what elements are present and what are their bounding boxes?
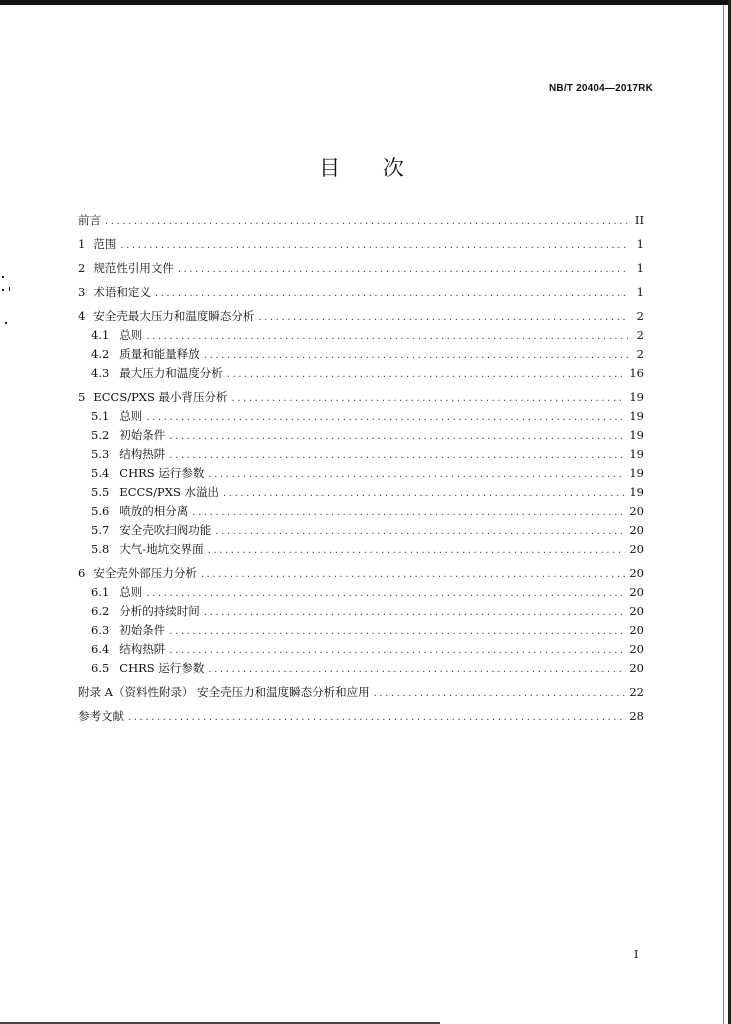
toc-leader-dots [146,412,625,423]
toc-entry-page: 28 [629,709,644,723]
toc-entry-title: 总则 [119,409,143,423]
toc-entry-title: CHRS 运行参数 [119,466,205,480]
toc-entry-page: 2 [636,309,644,323]
toc-leader-dots [208,664,625,675]
scan-speck [2,276,4,278]
toc-entry-page: 1 [636,285,644,299]
toc-leader-dots [208,469,625,480]
toc-entry-number: 3 [78,285,86,299]
toc-entry[interactable] [78,522,644,541]
toc-entry[interactable] [78,660,644,679]
page-title: 目 次 [319,156,422,180]
page-number: I [634,948,639,961]
toc-entry-title: 安全壳外部压力分析 [93,566,197,580]
toc-entry-number: 5.8 [91,542,110,556]
toc-entry-number: 5.3 [91,447,110,461]
toc-entry-title: ECCS/PXS 水溢出 [119,485,220,499]
toc-entry[interactable] [78,484,644,503]
toc-entry[interactable] [78,641,644,660]
toc-leader-dots [155,288,628,299]
toc-leader-dots [178,264,628,275]
toc-entry[interactable] [78,708,644,727]
toc-leader-dots [258,312,628,323]
toc-entry-title: 总则 [119,328,143,342]
toc-leader-dots [223,488,625,499]
scan-speck [2,289,4,291]
toc-entry[interactable] [78,622,644,641]
toc-leader-dots [208,545,626,556]
toc-entry-page: 19 [629,428,644,442]
toc-entry-page: 20 [629,504,644,518]
toc-leader-dots [169,431,625,442]
toc-entry[interactable] [78,565,644,584]
toc-leader-dots [227,369,626,380]
toc-leader-dots [146,588,625,599]
toc-entry-page: 20 [629,542,644,556]
toc-leader-dots [169,626,625,637]
toc-leader-dots [204,350,628,361]
toc-entry-title: 总则 [119,585,143,599]
toc-entry-number: 6 [78,566,86,580]
toc-leader-dots [215,526,625,537]
toc-entry-title: 结构热阱 [119,642,166,656]
toc-entry[interactable] [78,503,644,522]
toc-entry-page: 20 [629,585,644,599]
toc-entry-page: II [634,213,644,227]
toc-entry[interactable] [78,584,644,603]
toc-entry-number: 5.2 [91,428,110,442]
toc-entry[interactable] [78,389,644,408]
document-code: NB/T 20404—2017RK [548,83,653,94]
toc-entry-page: 22 [629,685,644,699]
toc-entry-number: 5.5 [91,485,110,499]
toc-leader-dots [169,645,625,656]
toc-entry-number: 6.5 [91,661,110,675]
toc-entry-number: 2 [78,261,86,275]
toc-entry-title: CHRS 运行参数 [119,661,205,675]
toc-entry-page: 19 [629,409,644,423]
toc-entry[interactable] [78,365,644,384]
toc-entry[interactable] [78,308,644,327]
toc-entry-title: 附录 A（资料性附录） 安全壳压力和温度瞬态分析和应用 [78,685,370,699]
toc-entry[interactable] [78,427,644,446]
toc-entry-page: 19 [629,466,644,480]
toc-entry[interactable] [78,212,644,231]
toc-entry-number: 6.4 [91,642,110,656]
toc-entry[interactable] [78,260,644,279]
toc-entry-title: 参考文献 [78,709,124,723]
toc-entry-title: 最大压力和温度分析 [119,366,223,380]
toc-entry[interactable] [78,284,644,303]
toc-entry-page: 2 [636,328,644,342]
toc-entry-title: ECCS/PXS 最小背压分析 [93,390,228,404]
toc-entry-title: 分析的持续时间 [119,604,200,618]
toc-entry-number: 6.1 [91,585,110,599]
toc-leader-dots [169,450,625,461]
toc-entry-title: 大气-地坑交界面 [119,542,204,556]
toc-entry-page: 16 [629,366,644,380]
toc-entry-page: 19 [629,390,644,404]
toc-entry-title: 结构热阱 [119,447,166,461]
toc-entry-number: 6.3 [91,623,110,637]
toc-entry-title: 规范性引用文件 [93,261,174,275]
toc-leader-dots [105,216,628,227]
toc-leader-dots [146,331,628,342]
toc-leader-dots [120,240,628,251]
toc-entry-number: 6.2 [91,604,110,618]
table-of-contents [78,212,644,727]
toc-entry-number: 5.7 [91,523,110,537]
toc-entry-title: 术语和定义 [93,285,151,299]
toc-entry-title: 安全壳最大压力和温度瞬态分析 [93,309,255,323]
toc-entry-number: 4.3 [91,366,110,380]
toc-leader-dots [232,393,626,404]
toc-entry-number: 5.6 [91,504,110,518]
toc-entry-title: 范围 [93,237,117,251]
toc-leader-dots [201,569,626,580]
toc-entry-page: 20 [629,642,644,656]
toc-leader-dots [204,607,626,618]
toc-leader-dots [128,712,625,723]
toc-entry[interactable] [78,684,644,703]
toc-entry[interactable] [78,346,644,365]
toc-entry-page: 20 [629,523,644,537]
toc-entry-title: 质量和能量释放 [119,347,200,361]
toc-entry[interactable] [78,603,644,622]
toc-entry-title: 安全壳吹扫阀功能 [119,523,212,537]
toc-entry-title: 喷放的相分离 [119,504,189,518]
toc-entry-page: 19 [629,447,644,461]
toc-entry-number: 4.2 [91,347,110,361]
toc-entry-title: 前言 [78,213,101,227]
toc-entry-page: 20 [629,623,644,637]
toc-leader-dots [192,507,625,518]
toc-entry-number: 4 [78,309,86,323]
toc-entry-title: 初始条件 [119,623,166,637]
toc-entry-page: 20 [629,661,644,675]
toc-entry[interactable] [78,408,644,427]
toc-entry[interactable] [78,236,644,255]
toc-entry-page: 1 [636,237,644,251]
scan-speck [5,322,7,324]
toc-entry-page: 19 [629,485,644,499]
toc-entry-page: 20 [629,566,644,580]
toc-entry[interactable] [78,541,644,560]
toc-entry-title: 初始条件 [119,428,166,442]
scan-border-top [0,0,731,5]
toc-leader-dots [374,688,626,699]
toc-entry-page: 20 [629,604,644,618]
toc-entry-page: 1 [636,261,644,275]
toc-entry-number: 5 [78,390,86,404]
toc-entry[interactable] [78,465,644,484]
toc-entry-number: 5.1 [91,409,110,423]
toc-entry-number: 4.1 [91,328,110,342]
toc-entry[interactable] [78,446,644,465]
toc-entry-number: 1 [78,237,86,251]
scan-speck [9,287,10,291]
toc-entry[interactable] [78,327,644,346]
toc-entry-page: 2 [636,347,644,361]
toc-entry-number: 5.4 [91,466,110,480]
